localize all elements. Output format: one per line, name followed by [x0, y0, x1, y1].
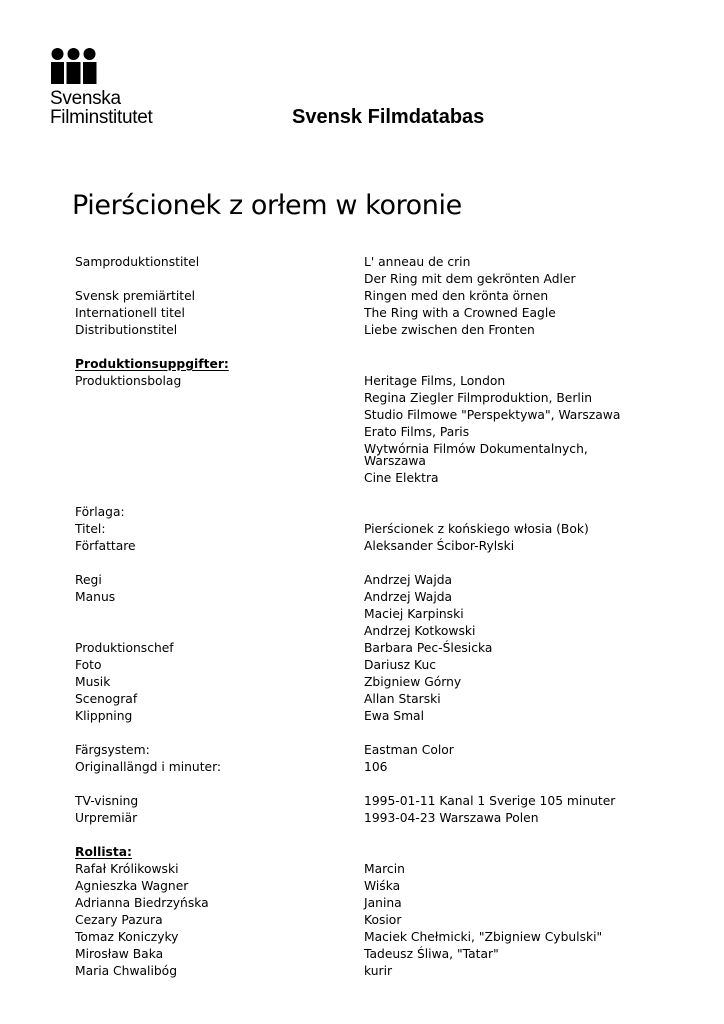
detail-value: Marcin: [364, 862, 405, 876]
detail-label: Internationell titel: [75, 306, 185, 320]
detail-value: Andrzej Wajda: [364, 590, 453, 604]
detail-value: Cine Elektra: [364, 471, 439, 485]
detail-label: Färgsystem:: [75, 743, 150, 757]
detail-label: Rafał Królikowski: [75, 862, 179, 876]
sfi-logo: [50, 48, 180, 127]
detail-row: [75, 691, 695, 708]
detail-label: Urpremiär: [75, 811, 138, 825]
detail-label: [75, 407, 364, 424]
detail-value: The Ring with a Crowned Eagle: [364, 306, 556, 320]
spacer: [75, 776, 695, 793]
detail-label: Adrianna Biedrzyńska: [75, 896, 209, 910]
detail-row: [75, 674, 695, 691]
detail-row: [75, 589, 695, 606]
logo-line-2: Filminstitutet: [50, 107, 153, 128]
detail-row: [75, 322, 695, 339]
detail-value: Andrzej Kotkowski: [364, 624, 476, 638]
detail-row: [75, 271, 695, 288]
section-heading: Rollista:: [75, 845, 132, 859]
detail-value: Andrzej Wajda: [364, 573, 453, 587]
detail-value: Kosior: [364, 913, 402, 927]
detail-label: Svensk premiärtitel: [75, 289, 196, 303]
spacer: [75, 487, 695, 504]
detail-label: Författare: [75, 539, 136, 553]
detail-label: [75, 424, 364, 441]
detail-value: Janina: [364, 896, 402, 910]
spacer: [75, 555, 695, 572]
detail-row: [75, 424, 695, 441]
detail-label: [75, 470, 364, 487]
detail-row: [75, 793, 695, 810]
detail-label: [75, 390, 364, 407]
detail-row: [75, 623, 695, 640]
detail-row: [75, 708, 695, 725]
detail-label: Maria Chwalibóg: [75, 964, 178, 978]
detail-row: [75, 929, 695, 946]
detail-row: [75, 373, 695, 390]
detail-value: Allan Starski: [364, 692, 441, 706]
detail-row: [75, 441, 695, 470]
detail-row: [75, 407, 695, 424]
detail-value: Ringen med den krönta örnen: [364, 289, 549, 303]
detail-value: Zbigniew Górny: [364, 675, 462, 689]
detail-row: [75, 810, 695, 827]
detail-label: Manus: [75, 590, 116, 604]
detail-row: [75, 305, 695, 322]
detail-label: [75, 623, 364, 640]
detail-value: 1995-01-11 Kanal 1 Sverige 105 minuter: [364, 794, 616, 808]
detail-label: Scenograf: [75, 692, 138, 706]
detail-value: Tadeusz Śliwa, "Tatar": [364, 947, 499, 961]
site-title: Svensk Filmdatabas: [292, 106, 485, 128]
detail-value: Ewa Smal: [364, 709, 425, 723]
detail-row: [75, 912, 695, 929]
detail-label: Musik: [75, 675, 111, 689]
detail-value: Wiśka: [364, 879, 401, 893]
sfi-logo-mark: [50, 48, 98, 84]
detail-value: 106: [364, 760, 388, 774]
detail-row: [75, 254, 695, 271]
detail-value: Regina Ziegler Filmproduktion, Berlin: [364, 391, 593, 405]
detail-label: Foto: [75, 658, 102, 672]
detail-row: [75, 878, 695, 895]
spacer: [75, 827, 695, 844]
detail-label: Originallängd i minuter:: [75, 760, 222, 774]
film-details: [75, 254, 695, 980]
detail-value: Dariusz Kuc: [364, 658, 437, 672]
detail-value: Heritage Films, London: [364, 374, 506, 388]
logo-line-1: Svenska: [50, 88, 121, 109]
detail-value: Maciek Chełmicki, "Zbigniew Cybulski": [364, 930, 603, 944]
detail-value: Erato Films, Paris: [364, 425, 470, 439]
spacer: [75, 339, 695, 356]
detail-row: [75, 759, 695, 776]
detail-value: Barbara Pec-Ślesicka: [364, 641, 493, 655]
detail-label: [75, 606, 364, 623]
detail-label: Distributionstitel: [75, 323, 178, 337]
detail-value: Liebe zwischen den Fronten: [364, 323, 535, 337]
detail-label: Mirosław Baka: [75, 947, 164, 961]
detail-row: [75, 521, 695, 538]
detail-value: kurir: [364, 964, 393, 978]
detail-label: [75, 271, 364, 288]
detail-label: Produktionsbolag: [75, 374, 182, 388]
section-label: Förlaga:: [75, 505, 125, 519]
detail-row: [75, 895, 695, 912]
detail-label: Titel:: [75, 522, 106, 536]
detail-value: Der Ring mit dem gekrönten Adler: [364, 272, 576, 286]
detail-value: Studio Filmowe "Perspektywa", Warszawa: [364, 408, 621, 422]
detail-row: [75, 390, 695, 407]
detail-label: Regi: [75, 573, 102, 587]
detail-row: [75, 946, 695, 963]
detail-value: L' anneau de crin: [364, 255, 471, 269]
detail-row: [75, 470, 695, 487]
detail-value: Eastman Color: [364, 743, 454, 757]
film-title: Pierścionek z orłem w koronie: [72, 190, 462, 221]
detail-row: [75, 861, 695, 878]
detail-value: Pierścionek z końskiego włosia (Bok): [364, 522, 589, 536]
detail-row: [75, 742, 695, 759]
detail-value: Maciej Karpinski: [364, 607, 464, 621]
detail-row: [75, 963, 695, 980]
detail-row: [75, 606, 695, 623]
detail-label: TV-visning: [75, 794, 139, 808]
detail-label: Agnieszka Wagner: [75, 879, 189, 893]
detail-value: Wytwórnia Filmów Dokumentalnych, Warszawa: [364, 442, 588, 468]
detail-value: 1993-04-23 Warszawa Polen: [364, 811, 539, 825]
detail-row: [75, 640, 695, 657]
section-heading: Produktionsuppgifter:: [75, 357, 229, 371]
detail-label: Klippning: [75, 709, 133, 723]
spacer: [75, 725, 695, 742]
detail-row: [75, 657, 695, 674]
detail-row: [75, 572, 695, 589]
detail-label: Produktionschef: [75, 641, 174, 655]
detail-row: [75, 538, 695, 555]
detail-label: Samproduktionstitel: [75, 255, 200, 269]
detail-label: Cezary Pazura: [75, 913, 163, 927]
detail-row: [75, 288, 695, 305]
detail-value: Aleksander Ścibor-Rylski: [364, 539, 515, 553]
detail-label: [75, 441, 364, 470]
detail-label: Tomaz Koniczyky: [75, 930, 179, 944]
